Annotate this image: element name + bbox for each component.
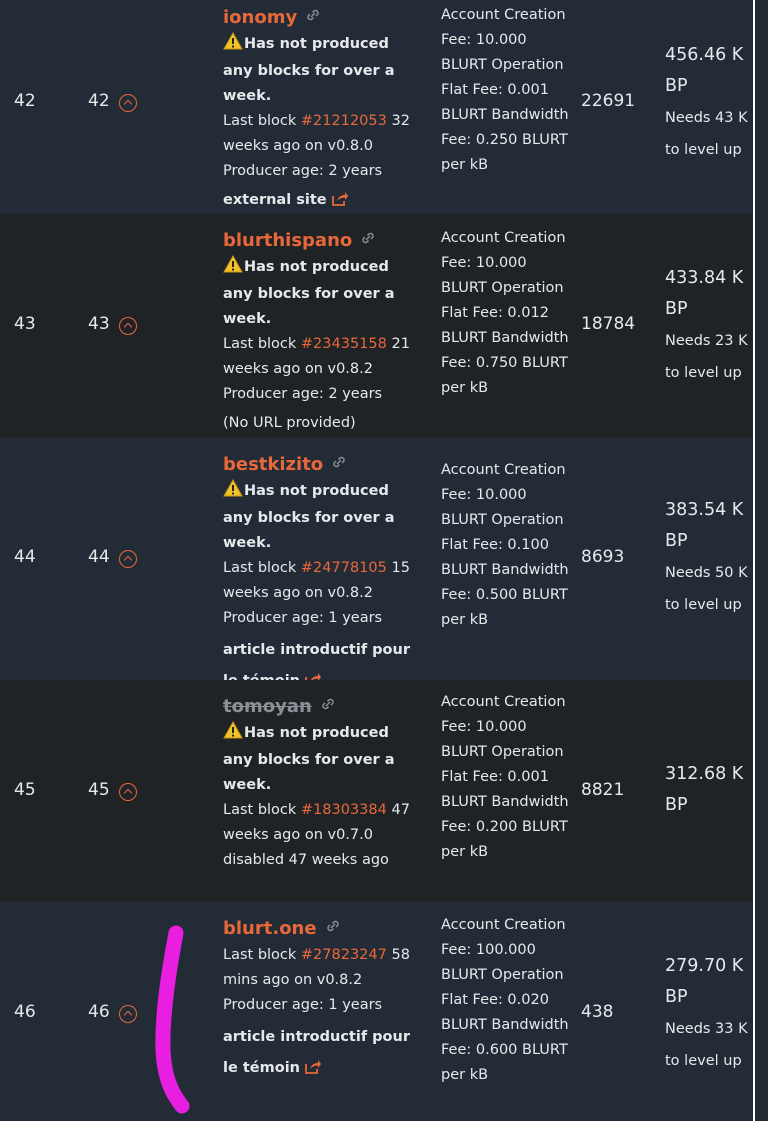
witness-cell: blurt.one Last block #27823247 58 mins ago on v0.8.2 Producer age: 1 years article introductif pour le témoin <box>223 917 423 1087</box>
rank-cell: 46 <box>14 1002 36 1022</box>
fees-cell: Account Creation Fee: 10.000 BLURT Operation Flat Fee: 0.001 BLURT Bandwidth Fee: 0.200 BLURT per kB <box>441 694 569 860</box>
rank-cell: 42 <box>14 91 36 111</box>
fees-cell: Account Creation Fee: 10.000 BLURT Operation Flat Fee: 0.100 BLURT Bandwidth Fee: 0.500 BLURT per kB <box>441 462 569 628</box>
votes-rank-cell: 45 <box>88 780 110 800</box>
witness-name-link[interactable]: tomoyan <box>223 695 312 717</box>
witness-name-link[interactable]: ionomy <box>223 6 298 28</box>
witness-name-link[interactable]: blurt.one <box>223 917 317 939</box>
last-block-link[interactable]: #18303384 <box>300 801 387 818</box>
producer-status: Producer age: 2 years <box>223 162 383 179</box>
vote-count: 18784 <box>581 314 636 334</box>
witness-url-link[interactable]: article introductif pour <box>223 641 410 658</box>
witness-cell: tomoyan Has not produced any blocks for over a week. Last block #18303384 47 weeks ago on v0.7.0 disabled 47 weeks ago <box>223 695 423 873</box>
last-block-link[interactable]: #23435158 <box>300 335 387 352</box>
last-block-link[interactable]: #24778105 <box>300 559 387 576</box>
vote-count: 8693 <box>581 547 625 567</box>
votes-rank-cell: 43 <box>88 314 110 334</box>
witness-cell: blurthispano Has not produced any blocks for over a week. Last block #23435158 21 weeks ago on v0.8.2 Producer age: 2 years (No URL provided) <box>223 229 423 436</box>
rank-cell: 43 <box>14 314 36 334</box>
bp-cell: 279.70 K BP Needs 33 K to level up <box>665 956 748 1069</box>
fees-cell: Account Creation Fee: 10.000 BLURT Operation Flat Fee: 0.001 BLURT Bandwidth Fee: 0.250 BLURT per kB <box>441 7 569 173</box>
witness-cell: bestkizito Has not produced any blocks for over a week. Last block #24778105 15 weeks ago on v0.8.2 Producer age: 1 years article introductif pour <box>223 453 423 700</box>
witness-url-link[interactable]: article introductif pour le témoin <box>223 1028 410 1076</box>
votes-rank-cell: 42 <box>88 91 110 111</box>
producer-status: Producer age: 1 years <box>223 609 383 626</box>
last-block-link[interactable]: #27823247 <box>300 946 387 963</box>
warning-text: Has not produced any blocks for over a week. <box>223 482 395 551</box>
vote-count: 8821 <box>581 780 625 800</box>
witness-url-link[interactable]: external site <box>223 191 327 208</box>
warning-text: Has not produced any blocks for over a week. <box>223 35 395 104</box>
fees-cell: Account Creation Fee: 10.000 BLURT Operation Flat Fee: 0.012 BLURT Bandwidth Fee: 0.750 BLURT per kB <box>441 230 569 396</box>
warning-text: Has not produced any blocks for over a week. <box>223 258 395 327</box>
witness-name-link[interactable]: blurthispano <box>223 229 353 251</box>
fees-cell: Account Creation Fee: 100.000 BLURT Operation Flat Fee: 0.020 BLURT Bandwidth Fee: 0.600 BLURT per kB <box>441 917 569 1083</box>
producer-status: Producer age: 2 years <box>223 385 383 402</box>
vote-count: 438 <box>581 1002 614 1022</box>
warning-text: Has not produced any blocks for over a week. <box>223 724 395 793</box>
bp-cell: 433.84 K BP Needs 23 K to level up <box>665 268 748 381</box>
votes-rank-cell: 46 <box>88 1002 110 1022</box>
last-block-link[interactable]: #21212053 <box>300 112 387 129</box>
rank-cell: 44 <box>14 547 36 567</box>
producer-status: Producer age: 1 years <box>223 996 383 1013</box>
producer-status: disabled 47 weeks ago <box>223 851 389 868</box>
bp-cell: 383.54 K BP Needs 50 K to level up <box>665 500 748 613</box>
bp-cell: 456.46 K BP Needs 43 K to level up <box>665 45 748 158</box>
bp-cell: 312.68 K BP <box>665 764 744 815</box>
witness-name-link[interactable]: bestkizito <box>223 453 324 475</box>
witness-cell: ionomy Has not produced any blocks for over a week. Last block #21212053 32 weeks ago on v0.8.0 Producer age: 2 years external site <box>223 6 423 216</box>
rank-cell: 45 <box>14 780 36 800</box>
no-url-text: (No URL provided) <box>223 414 356 431</box>
vote-count: 22691 <box>581 91 636 111</box>
votes-rank-cell: 44 <box>88 547 110 567</box>
